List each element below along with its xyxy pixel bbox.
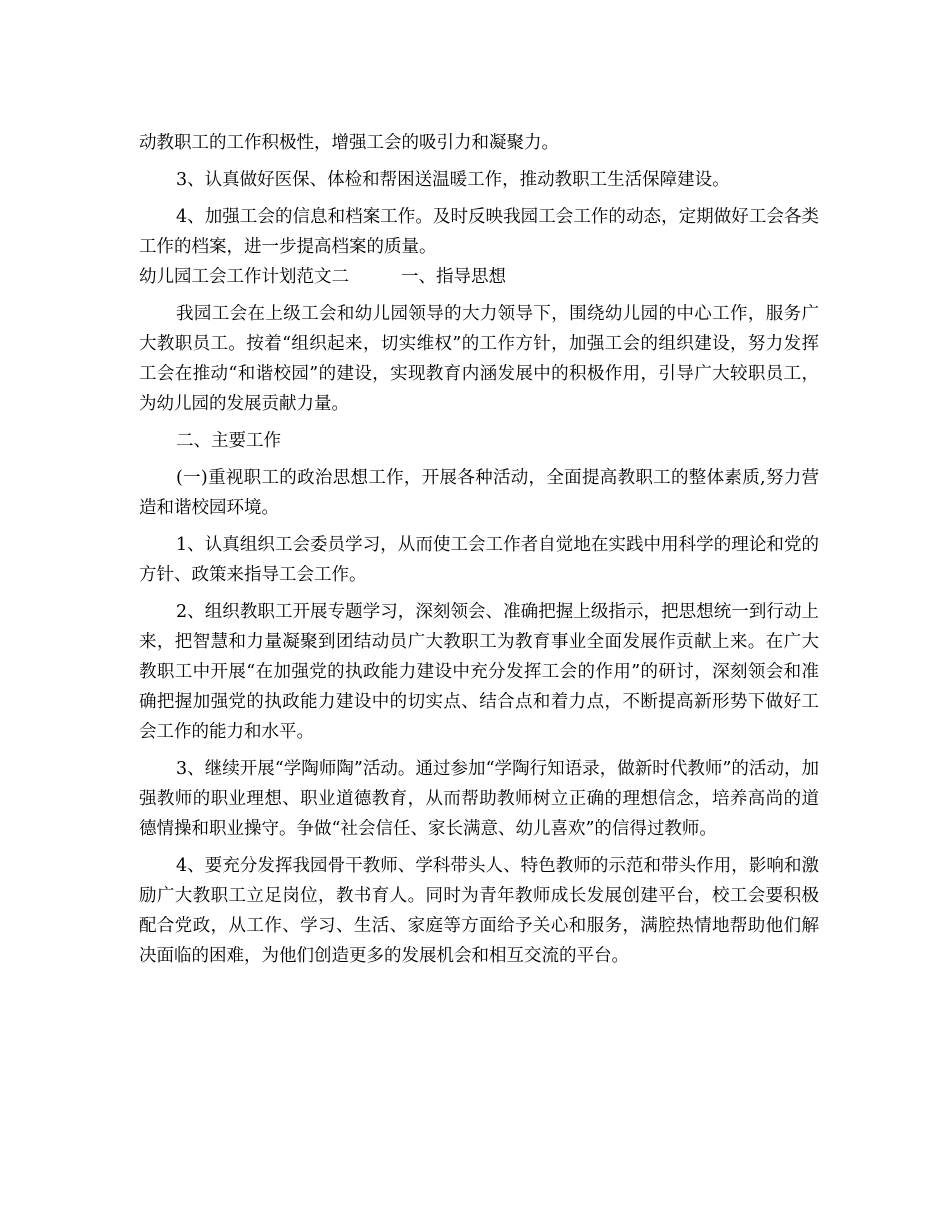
paragraph: 3、继续开展“学陶师陶”活动。通过参加“学陶行知语录，做新时代教师”的活动，加强教师的职业理想、职业道德教育，从而帮助教师树立正确的理想信念，培养高尚的道德情操和职业操守。争做“社会信任、家长满意、幼儿喜欢”的信得过教师。 [139,759,819,839]
paragraph: 1、认真组织工会委员学习，从而使工会工作者自觉地在实践中用科学的理论和党的方针、政策来指导工会工作。 [139,535,819,585]
paragraph: 4、加强工会的信息和档案工作。及时反映我园工会工作的动态，定期做好工会各类工作的档案，进一步提高档案的质量。 [139,207,819,257]
document-body [139,128,819,971]
paragraph: 3、认真做好医保、体检和帮困送温暖工作，推动教职工生活保障建设。 [176,170,730,190]
paragraph: 2、组织教职工开展专题学习，深刻领会、准确把握上级指示，把思想统一到行动上来，把智慧和力量凝聚到团结动员广大教职工为教育事业全面发展作贡献上来。在广大教职工中开展“在加强党的执政能力建设中充分发挥工会的作用”的研讨，深刻领会和准确把握加强党的执政能力建设中的切实点、结合点和着力点，不断提高新形势下做好工会工作的能力和水平。 [139,602,819,742]
paragraph-heading: 二、主要工作 [176,431,281,451]
section-heading [139,262,819,292]
paragraph: 我园工会在上级工会和幼儿园领导的大力领导下，围绕幼儿园的中心工作，服务广大教职员工。按着“组织起来，切实维权”的工作方针，加强工会的组织建设，努力发挥工会在推动“和谐校园”的建设，实现教育内涵发展中的积极作用，引导广大较职员工，为幼儿园的发展贡献力量。 [139,304,819,414]
paragraph: (一)重视职工的政治思想工作，开展各种活动，全面提高教职工的整体素质,努力营造和谐校园环境。 [139,468,819,518]
paragraph: 动教职工的工作积极性，增强工会的吸引力和凝聚力。 [139,133,559,153]
section-subtitle: 一、指导思想 [401,267,506,287]
paragraph: 4、要充分发挥我园骨干教师、学科带头人、特色教师的示范和带头作用，影响和激励广大教职工立足岗位，教书育人。同时为青年教师成长发展创建平台，校工会要积极配合党政，从工作、学习、生活、家庭等方面给予关心和服务，满腔热情地帮助他们解决面临的困难，为他们创造更多的发展机会和相互交流的平台。 [139,856,819,966]
section-title: 幼儿园工会工作计划范文二 [139,267,349,287]
